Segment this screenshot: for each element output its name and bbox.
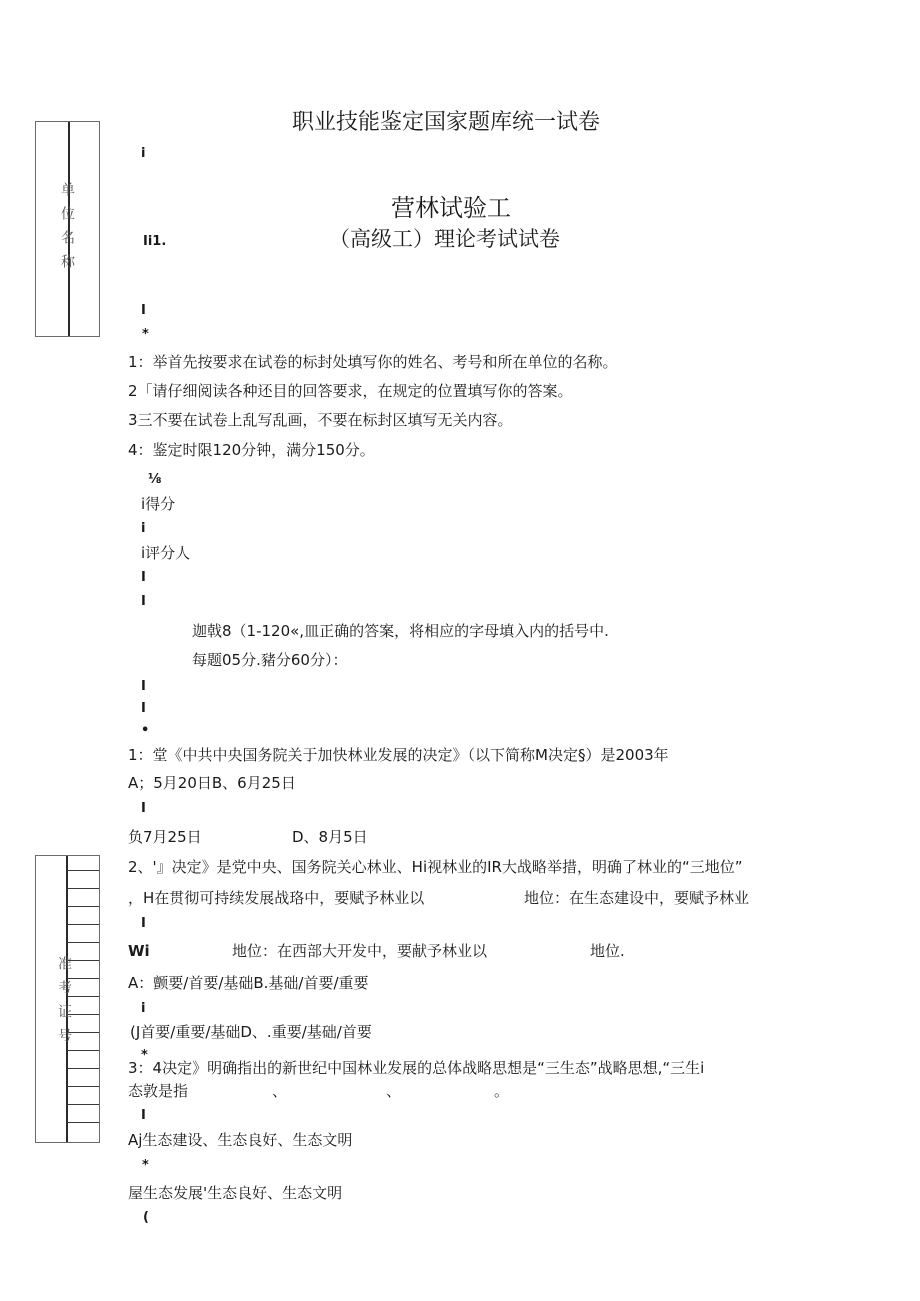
section-instruction-line2: 每题05分.豬分60分）： — [192, 651, 348, 669]
stray-mark: I — [141, 701, 146, 716]
stray-mark: I — [141, 570, 146, 585]
stray-mark: * — [142, 327, 149, 342]
seal-rule — [67, 1104, 99, 1105]
unit-name-seal-box — [35, 121, 100, 337]
question-3-stem-line2d: 。 — [494, 1082, 510, 1100]
instruction-3: 3三不要在试卷上乱写乱画，不要在标封区填写无关内容。 — [128, 411, 513, 429]
seal-rule — [67, 1068, 99, 1069]
question-2-options-cd: (J首要/重要/基础D、.重要/基础/首要 — [130, 1023, 372, 1041]
exam-level-title: （高级工）理论考试试卷 — [329, 227, 560, 251]
unit-name-label: 单位名称 — [59, 182, 75, 278]
question-2-stem-line3a: Wi — [128, 942, 150, 960]
question-3-option-a: Aj生态建设、生态良好、生态文明 — [128, 1131, 353, 1149]
question-3-stem-line2b: 、 — [272, 1082, 288, 1100]
ticket-number-seal-box — [35, 855, 100, 1143]
score-label: i得分 — [141, 495, 176, 513]
stray-mark: ( — [143, 1210, 149, 1225]
stray-mark: I — [141, 801, 146, 816]
stray-mark: i — [141, 146, 146, 161]
question-1-option-c: 负7月25日 — [128, 828, 202, 846]
seal-rule — [67, 888, 99, 889]
question-2-stem-line3c: 地位. — [590, 942, 625, 960]
stray-mark: * — [141, 1048, 148, 1063]
stray-mark: i — [141, 521, 146, 536]
stray-mark: I — [141, 1108, 146, 1123]
instruction-4: 4：鉴定时限120分钟，满分150分。 — [128, 441, 375, 459]
question-3-stem-line1: 3：4决定》明确指出的新世纪中国林业发展的总体战略思想是“三生态”战略思想,“三生i — [128, 1059, 705, 1077]
question-1-option-d: D、8月5日 — [292, 828, 368, 846]
question-2-stem-line2b: 地位：在生态建设中，要赋予林业 — [524, 889, 750, 907]
question-3-stem-line2a: 态敦是指 — [128, 1082, 189, 1100]
stray-mark: Ii1. — [143, 234, 167, 249]
stray-mark: I — [141, 916, 146, 931]
question-2-stem-line3b: 地位：在西部大开发中，要献予林业以 — [232, 942, 488, 960]
seal-rule — [67, 1122, 99, 1123]
stray-mark: ⅛ — [148, 472, 162, 487]
question-2-stem-line2a: ，H在贯彻可持续发展战珞中，要赋予林业以 — [128, 889, 425, 907]
stray-mark: I — [141, 303, 146, 318]
instruction-2: 2「请仔细阅读各种还目的回答要求，在规定的位置填写你的答案。 — [128, 382, 573, 400]
question-2-options-ab: A：颤要/首要/基础B.基础/首要/重要 — [128, 974, 369, 992]
stray-mark: * — [142, 1158, 149, 1173]
question-1-stem: 1：堂《中共中央国务院关于加快林业发展的决定》（以下简称M决定§）是2003年 — [128, 746, 669, 764]
stray-mark: I — [141, 594, 146, 609]
instruction-1: 1：举首先按要求在试卷的标封处填写你的姓名、考号和所在单位的名称。 — [128, 353, 618, 371]
seal-rule — [67, 942, 99, 943]
question-2-stem-line1: 2、'』决定》是党中央、国务院关心林业、Hi视林业的IR大战略举措，明确了林业的“三地位” — [128, 858, 743, 876]
exam-main-title: 职业技能鉴定国家题库统一试卷 — [292, 110, 601, 135]
ticket-number-label: 准考证号 — [56, 956, 72, 1052]
seal-rule — [67, 870, 99, 871]
exam-subject-title: 营林试验工 — [391, 194, 511, 222]
stray-mark: • — [141, 723, 150, 738]
question-1-options-ab: A；5月20日B、6月25日 — [128, 774, 296, 792]
seal-rule — [67, 924, 99, 925]
section-instruction-line1: 迦戟8（1-120«,皿正确的答案，将相应的字母填入内的括号中. — [192, 622, 609, 640]
question-3-stem-line2c: 、 — [386, 1082, 402, 1100]
stray-mark: i — [141, 1001, 146, 1016]
stray-mark: I — [141, 679, 146, 694]
grader-label: i评分人 — [141, 544, 191, 562]
seal-rule — [67, 906, 99, 907]
question-3-option-b: 屋生态发展'生态良好、生态文明 — [128, 1184, 343, 1202]
seal-rule — [67, 1086, 99, 1087]
